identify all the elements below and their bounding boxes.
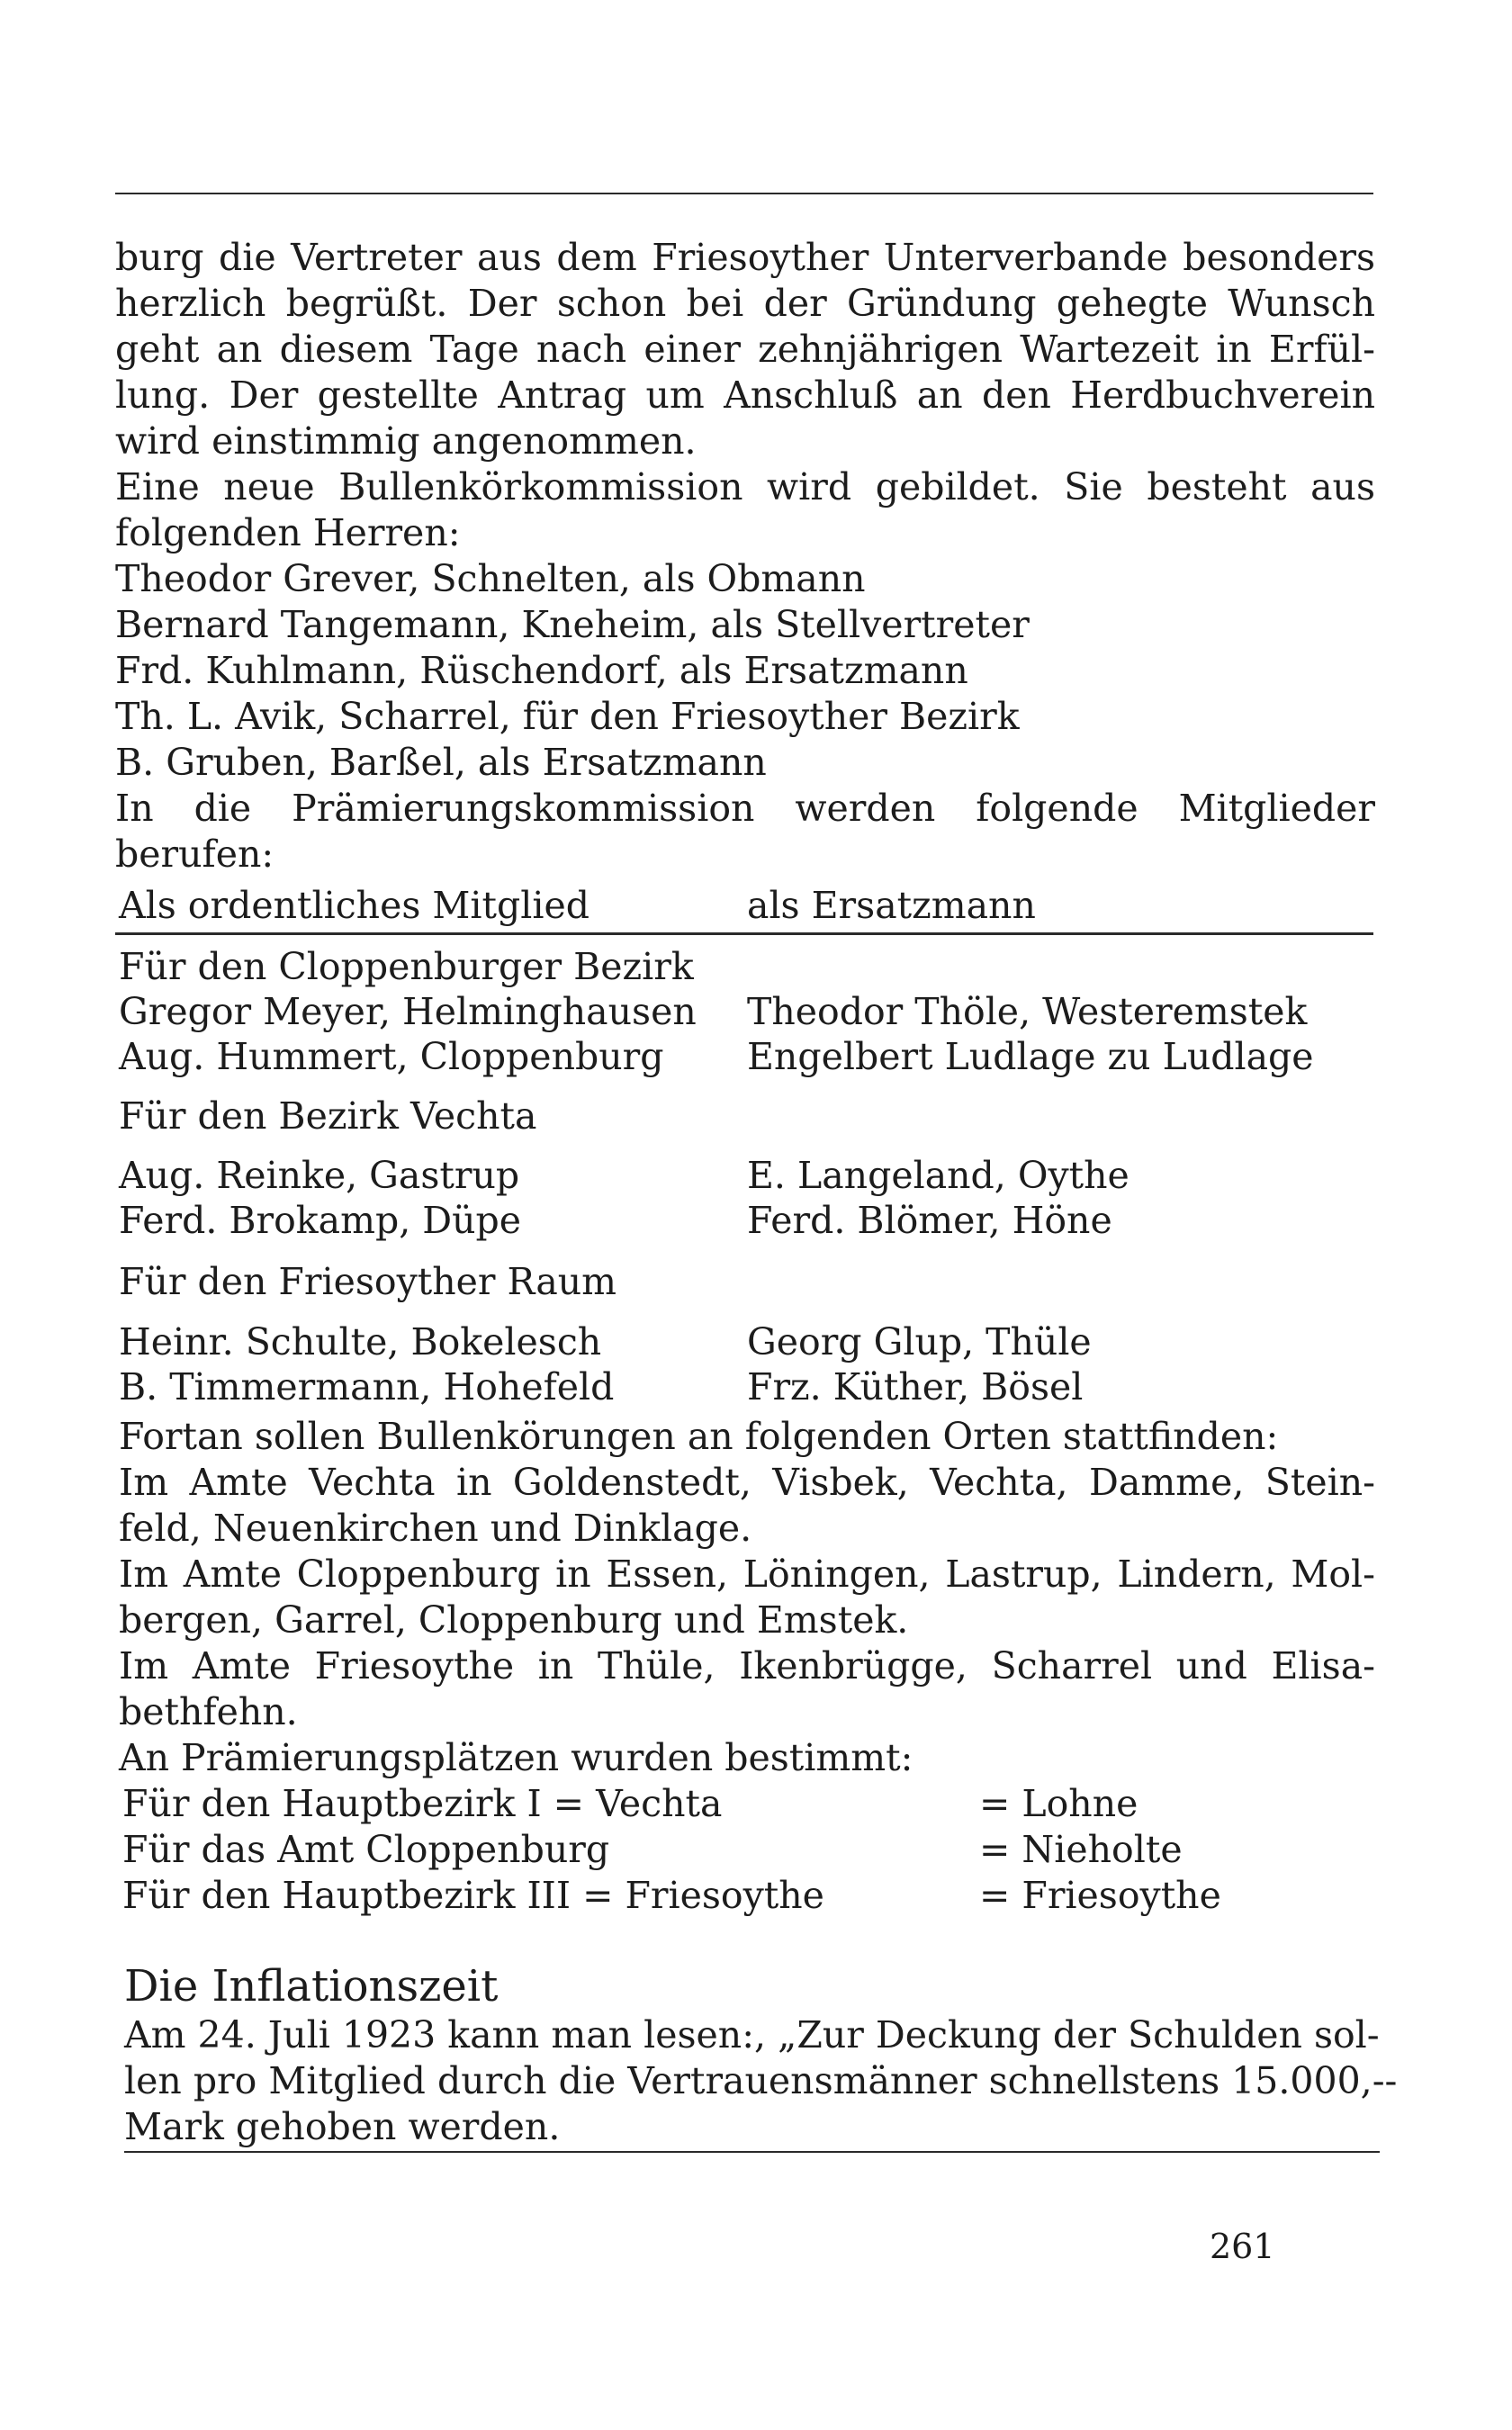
text-line: In die Prämierungskommission werden folgende Mitglieder: [115, 787, 1375, 830]
table-header-right: als Ersatzmann: [747, 884, 1036, 927]
member-name: B. Timmermann, Hohefeld: [119, 1365, 615, 1408]
substitute-name: Engelbert Ludlage zu Ludlage: [747, 1035, 1314, 1078]
text-line: wird einstimmig angenommen.: [115, 419, 697, 463]
award-place: = Lohne: [979, 1782, 1138, 1825]
table-header-left: Als ordentliches Mitglied: [119, 884, 590, 927]
substitute-name: Ferd. Blömer, Höne: [747, 1199, 1112, 1242]
award-place: = Nieholte: [979, 1828, 1183, 1871]
section-heading: Die Inflationszeit: [124, 1961, 499, 2012]
member-name: Aug. Hummert, Cloppenburg: [119, 1035, 664, 1078]
text-line: B. Gruben, Barßel, als Ersatzmann: [115, 741, 767, 784]
text-line: Im Amte Friesoythe in Thüle, Ikenbrügge, Scharrel und Elisa-: [119, 1644, 1375, 1688]
member-name: Heinr. Schulte, Bokelesch: [119, 1320, 602, 1364]
text-line: Th. L. Avik, Scharrel, für den Friesoyther Bezirk: [115, 695, 1020, 738]
page-number: 261: [1210, 2227, 1275, 2266]
text-line: Im Amte Vechta in Goldenstedt, Visbek, Vechta, Damme, Stein-: [119, 1461, 1375, 1504]
substitute-name: E. Langeland, Oythe: [747, 1154, 1130, 1197]
text-line: folgenden Herren:: [115, 511, 461, 554]
member-name: Aug. Reinke, Gastrup: [119, 1154, 520, 1197]
text-line: herzlich begrüßt. Der schon bei der Gründung gehegte Wunsch: [115, 282, 1375, 325]
district-heading: Für den Bezirk Vechta: [119, 1094, 537, 1138]
text-line: feld, Neuenkirchen und Dinklage.: [119, 1507, 752, 1550]
text-line: len pro Mitglied durch die Vertrauensmänner schnellstens 15.000,--: [124, 2059, 1398, 2102]
top-rule: [115, 193, 1373, 194]
award-district: Für den Hauptbezirk III = Friesoythe: [122, 1874, 824, 1917]
text-line: Eine neue Bullenkörkommission wird gebildet. Sie besteht aus: [115, 465, 1375, 508]
bottom-rule: [124, 2151, 1380, 2153]
text-line: berufen:: [115, 832, 274, 876]
text-line: Mark gehoben werden.: [124, 2105, 561, 2148]
substitute-name: Theodor Thöle, Westeremstek: [747, 990, 1308, 1033]
district-heading: Für den Friesoyther Raum: [119, 1260, 617, 1303]
district-heading: Für den Cloppenburger Bezirk: [119, 945, 694, 988]
text-line: Theodor Grever, Schnelten, als Obmann: [115, 557, 866, 600]
award-district: Für den Hauptbezirk I = Vechta: [122, 1782, 723, 1825]
member-name: Gregor Meyer, Helminghausen: [119, 990, 697, 1033]
substitute-name: Georg Glup, Thüle: [747, 1320, 1092, 1364]
text-line: lung. Der gestellte Antrag um Anschluß an den Herdbuchverein: [115, 374, 1375, 417]
text-line: bethfehn.: [119, 1690, 298, 1733]
text-line: burg die Vertreter aus dem Friesoyther Unterverbande besonders: [115, 236, 1375, 279]
text-line: Im Amte Cloppenburg in Essen, Löningen, Lastrup, Lindern, Mol-: [119, 1552, 1375, 1596]
member-name: Ferd. Brokamp, Düpe: [119, 1199, 522, 1242]
text-line: Frd. Kuhlmann, Rüschendorf, als Ersatzmann: [115, 649, 968, 692]
text-line: Fortan sollen Bullenkörungen an folgenden Orten stattfinden:: [119, 1415, 1279, 1458]
award-place: = Friesoythe: [979, 1874, 1221, 1917]
table-header-rule: [115, 932, 1373, 935]
award-district: Für das Amt Cloppenburg: [122, 1828, 610, 1871]
text-line: Bernard Tangemann, Kneheim, als Stellvertreter: [115, 603, 1030, 646]
text-line: geht an diesem Tage nach einer zehnjährigen Wartezeit in Erfül-: [115, 328, 1375, 371]
text-line: An Prämierungsplätzen wurden bestimmt:: [119, 1736, 914, 1779]
text-line: bergen, Garrel, Cloppenburg und Emstek.: [119, 1598, 909, 1642]
substitute-name: Frz. Küther, Bösel: [747, 1365, 1084, 1408]
text-line: Am 24. Juli 1923 kann man lesen:, „Zur Deckung der Schulden sol-: [124, 2013, 1380, 2056]
